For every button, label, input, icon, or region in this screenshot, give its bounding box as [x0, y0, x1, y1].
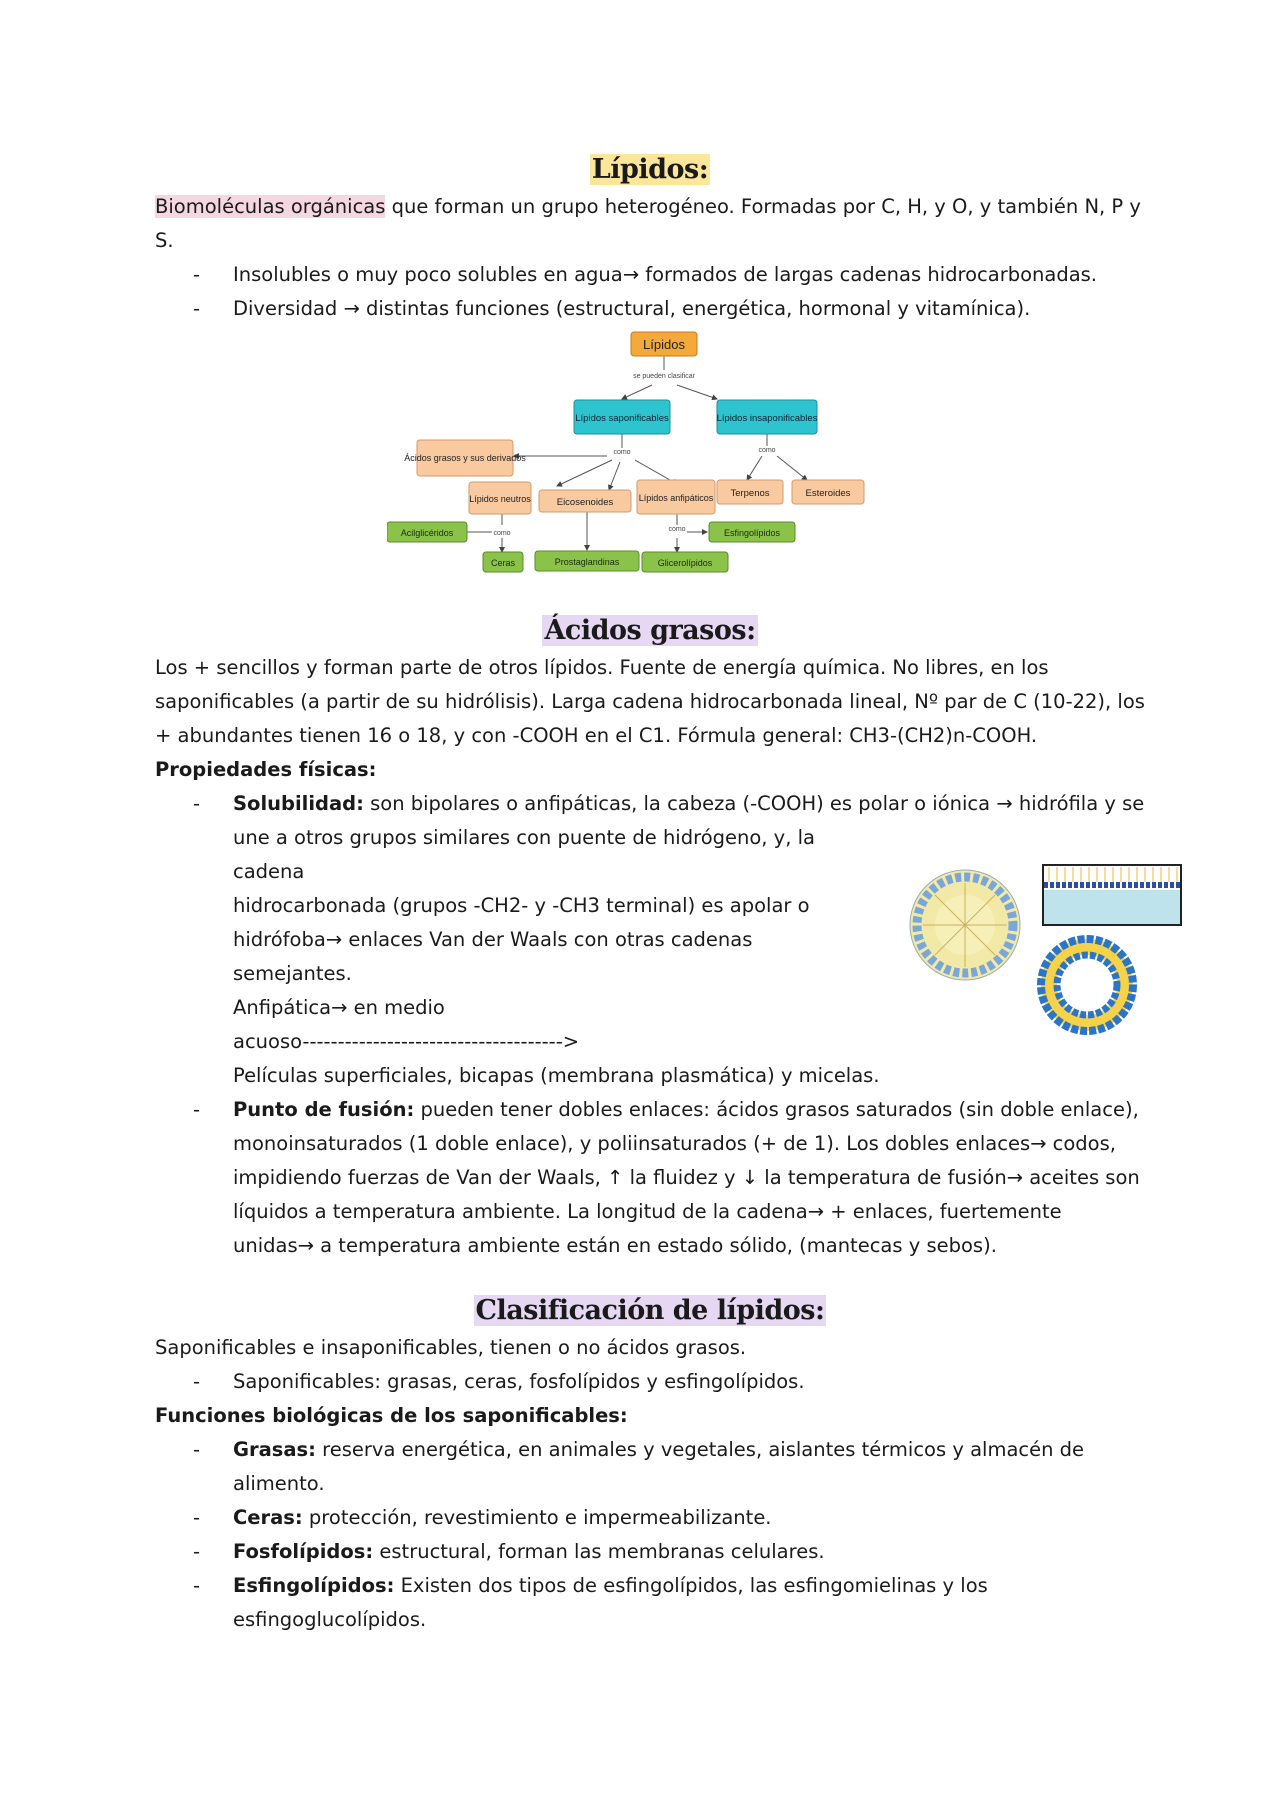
como-label-3: como — [493, 530, 511, 537]
svg-text:Prostaglandinas: Prostaglandinas — [554, 557, 620, 567]
svg-text:Acilglicéridos: Acilglicéridos — [400, 528, 454, 538]
intro-highlight: Biomoléculas orgánicas — [155, 195, 386, 218]
intro-rest: que forman un grupo heterogéneo. Formadas por C, H, y O, y también N, P y S. — [155, 195, 1141, 252]
funciones-heading: Funciones biológicas de los saponificables: — [155, 1404, 628, 1427]
diagram-svg — [387, 330, 907, 600]
node-lipidos-neutros — [469, 482, 531, 514]
list-item-ceras — [233, 1501, 1145, 1535]
como-label-2: como — [758, 447, 776, 454]
lipid-classification-diagram — [155, 326, 1145, 611]
solubilidad-line: Anfipática→ en medio — [233, 996, 445, 1019]
svg-text:Lípidos: Lípidos — [643, 337, 685, 352]
node-insaponificables — [717, 400, 818, 434]
list-item-esfingolipidos — [233, 1569, 1145, 1637]
como-label-4: como — [668, 526, 686, 533]
svg-text:Lípidos saponificables: Lípidos saponificables — [575, 413, 669, 424]
list-item: - Insolubles o muy poco solubles en agua→ formados de largas cadenas hidrocarbonadas. — [233, 258, 1145, 292]
clasificacion-line: Saponificables e insaponificables, tienen o no ácidos grasos. — [155, 1336, 747, 1359]
node-glicerolipidos — [642, 552, 728, 572]
propiedades-heading: Propiedades físicas: — [155, 758, 377, 781]
intro-paragraph — [155, 190, 1145, 258]
item-text: reserva energética, en animales y vegetales, aislantes térmicos y almacén de alimento. — [233, 1438, 1085, 1495]
title-lipidos — [155, 150, 1145, 190]
solubilidad-line: hidrocarbonada (grupos -CH2- y -CH3 terminal) es apolar o — [233, 894, 810, 917]
liposome-image — [1041, 939, 1133, 1031]
list-item-fosfolipidos — [233, 1535, 1145, 1569]
micelle-bilayer-illustration — [895, 855, 1185, 1035]
micelle-image — [910, 870, 1020, 980]
svg-text:Lípidos insaponificables: Lípidos insaponificables — [716, 413, 818, 424]
solubilidad-rest — [233, 821, 880, 1093]
title-acidos-grasos — [155, 611, 1145, 651]
solubilidad-line: une a otros grupos similares con puente de hidrógeno, y, la cadena — [233, 826, 815, 883]
node-lipidos-anfipaticos — [637, 480, 715, 514]
title-acidos-grasos-text: Ácidos grasos: — [544, 615, 756, 646]
item-label: Fosfolípidos: — [233, 1540, 374, 1563]
title-clasificacion — [155, 1291, 1145, 1331]
svg-text:Glicerolípidos: Glicerolípidos — [657, 558, 713, 568]
list-item: - Saponificables: grasas, ceras, fosfolípidos y esfingolípidos. — [233, 1365, 1145, 1399]
punto-fusion-label: Punto de fusión: — [233, 1098, 415, 1121]
node-root — [631, 332, 697, 356]
como-label-1: como — [613, 449, 631, 456]
solubilidad-line: acuoso-------------------------------------> — [233, 1030, 580, 1053]
node-esteroides — [792, 480, 864, 504]
solubilidad-line: Películas superficiales, bicapas (membrana plasmática) y micelas. — [233, 1064, 880, 1087]
svg-text:Ceras: Ceras — [490, 558, 516, 568]
node-acilgliceridos — [387, 522, 467, 542]
lipidos-bullet-list — [155, 258, 1145, 326]
node-acidos-grasos — [404, 440, 526, 476]
acidos-paragraph: Los + sencillos y forman parte de otros lípidos. Fuente de energía química. No libres, en los saponificables (a partir de su hidrólisis). Larga cadena hidrocarbonada lineal, Nº par de C (10-22), los + abundantes tienen 16 o 18, y con -COOH en el C1. Fórmula general: CH3-(CH2)n-COOH. — [155, 656, 1145, 747]
svg-text:Terpenos: Terpenos — [730, 488, 770, 499]
solubilidad-line: hidrófoba→ enlaces Van der Waals con otras cadenas semejantes. — [233, 928, 753, 985]
svg-text:Ácidos grasos y sus derivados: Ácidos grasos y sus derivados — [404, 453, 526, 463]
solubilidad-line1: son bipolares o anfipáticas, la cabeza (-COOH) es polar o iónica → hidrófila y se — [363, 792, 1145, 815]
node-eicosenoides — [539, 490, 631, 512]
list-item-punto-fusion — [233, 1093, 1145, 1263]
clasificacion-list — [155, 1365, 1145, 1399]
svg-text:Esfingolípidos: Esfingolípidos — [723, 528, 781, 538]
item-text: estructural, forman las membranas celulares. — [373, 1540, 825, 1563]
funciones-list — [155, 1433, 1145, 1637]
punto-fusion-text: pueden tener dobles enlaces: ácidos grasos saturados (sin doble enlace), monoinsaturados (1 doble enlace), y poliinsaturados (+ de 1). Los dobles enlaces→ codos, impidiendo fuerzas de Van der Waals, ↑ la fluidez y ↓ la temperatura de fusión→ aceites son líquidos a temperatura ambiente. La longitud de la cadena→ + enlaces, fuertemente unidas→ a temperatura ambiente están en estado sólido, (mantecas y sebos). — [233, 1098, 1140, 1257]
node-esfingolipidos — [709, 522, 795, 542]
node-saponificables — [574, 400, 670, 434]
item-label: Ceras: — [233, 1506, 303, 1529]
list-item-grasas — [233, 1433, 1145, 1501]
svg-text:Eicosenoides: Eicosenoides — [556, 497, 614, 508]
node-terpenos — [717, 480, 783, 504]
title-lipidos-text: Lípidos: — [591, 154, 709, 185]
solubilidad-label: Solubilidad: — [233, 792, 364, 815]
item-text: protección, revestimiento e impermeabilizante. — [302, 1506, 772, 1529]
node-prostaglandinas — [535, 551, 639, 571]
item-label: Esfingolípidos: — [233, 1574, 395, 1597]
svg-text:Lípidos neutros: Lípidos neutros — [469, 494, 531, 504]
item-text: Existen dos tipos de esfingolípidos, las esfingomielinas y los esfingoglucolípidos. — [233, 1574, 988, 1631]
svg-text:Esteroides: Esteroides — [805, 488, 851, 499]
svg-text:Lípidos anfipáticos: Lípidos anfipáticos — [638, 493, 714, 503]
root-sub-label: se pueden clasificar — [633, 373, 695, 380]
list-item: - Diversidad → distintas funciones (estructural, energética, hormonal y vitamínica). — [233, 292, 1145, 326]
node-ceras — [483, 552, 523, 572]
surface-film-image — [1043, 865, 1181, 925]
item-label: Grasas: — [233, 1438, 316, 1461]
title-clasificacion-text: Clasificación de lípidos: — [475, 1295, 825, 1326]
